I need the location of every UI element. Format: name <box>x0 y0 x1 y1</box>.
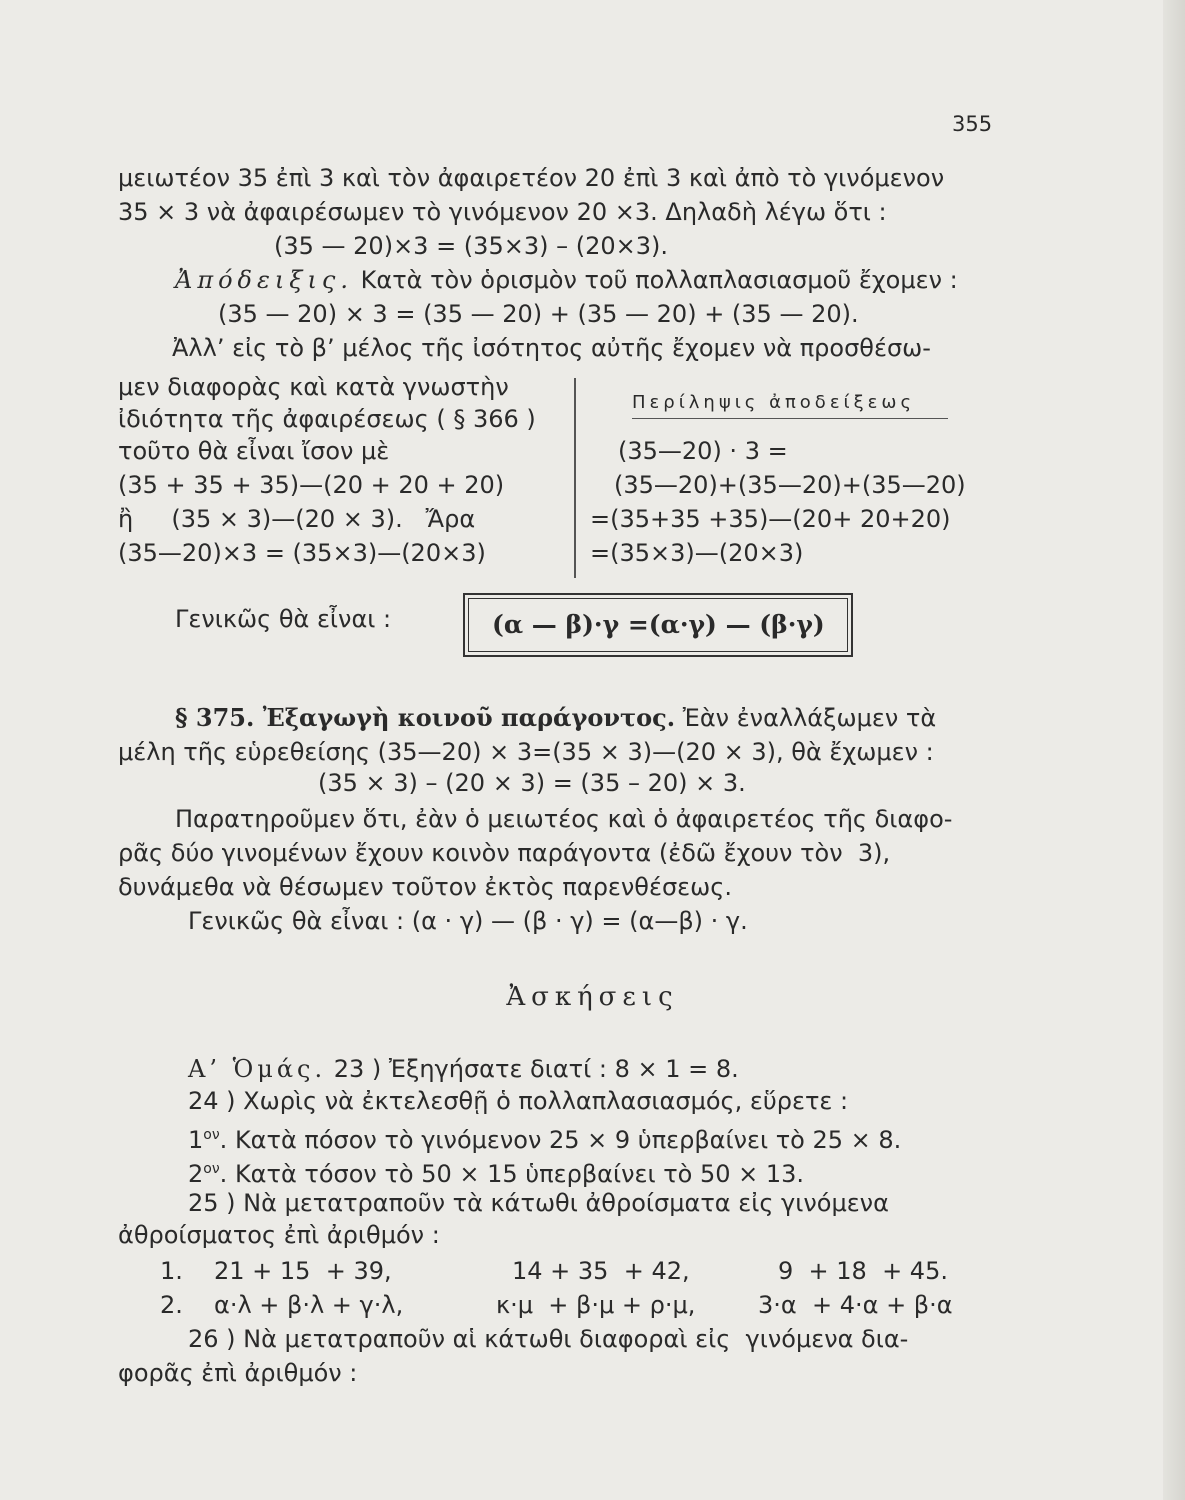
ordinal-suffix: ον <box>203 1161 220 1177</box>
sum-expression: 14 + 35 + 42, <box>512 1257 690 1285</box>
exercise-line <box>188 1054 739 1084</box>
sum-expression: α·λ + β·λ + γ·λ, <box>214 1291 404 1319</box>
left-column-line: (35—20)×3 = (35×3)—(20×3) <box>118 539 486 567</box>
page-number: 355 <box>952 112 993 136</box>
text-line: ρᾶς δύο γινομένων ἔχουν κοινὸν παράγοντα (ἐδῶ ἔχουν τὸν 3), <box>118 839 891 867</box>
right-column-line: =(35×3)—(20×3) <box>590 539 804 567</box>
equation: (35 × 3) – (20 × 3) = (35 – 20) × 3. <box>318 769 746 797</box>
sum-expression: κ·μ + β·μ + ρ·μ, <box>496 1291 696 1319</box>
sum-expression: 21 + 15 + 39, <box>214 1257 392 1285</box>
left-column-line: ἢ (35 × 3)—(20 × 3). Ἄρα <box>118 505 476 533</box>
left-column-line: τοῦτο θὰ εἶναι ἴσον μὲ <box>118 437 390 465</box>
left-column-line: μεν διαφορὰς καὶ κατὰ γνωστὴν <box>118 373 509 401</box>
exercise-line: 25 ) Νὰ μετατραποῦν τὰ κάτωθι ἀθροίσματα εἰς γινόμενα <box>188 1189 889 1217</box>
left-column-line: (35 + 35 + 35)—(20 + 20 + 20) <box>118 471 505 499</box>
section-text: Ἐὰν ἐναλλάξωμεν τὰ <box>682 704 937 732</box>
summary-heading: Περίληψις ἀποδείξεως <box>632 392 916 413</box>
boxed-formula: (α — β)·γ =(α·γ) — (β·γ) <box>492 610 825 639</box>
exercise-line: 24 ) Χωρὶς νὰ ἐκτελεσθῇ ὁ πολλαπλασιασμός, εὕρετε : <box>188 1087 849 1115</box>
equation: (35 — 20)×3 = (35×3) – (20×3). <box>274 232 668 260</box>
exercise-text: Κατὰ πόσον τὸ γινόμενον 25 × 9 ὑπερβαίνει τὸ 25 × 8. <box>234 1126 902 1154</box>
text-line: μέλη τῆς εὑρεθείσης (35—20) × 3=(35 × 3)—(20 × 3), θὰ ἔχωμεν : <box>118 738 934 766</box>
ordinal-suffix: ον <box>203 1127 220 1143</box>
exercise-line: $1^{o\nu}$. Κατὰ πόσον τὸ γινόμενον 25 × 9 ὑπερβαίνει τὸ 25 × 8. <box>188 1126 902 1154</box>
general-label: Γενικῶς θὰ εἶναι : <box>175 605 392 633</box>
item-number: 1. <box>160 1257 183 1285</box>
exercises-title: Ἀσκήσεις <box>506 982 679 1012</box>
ordinal-1: 1 <box>188 1126 204 1154</box>
exercise-line: $2^{o\nu}$. Κατὰ τόσον τὸ 50 × 15 ὑπερβαίνει τὸ 50 × 13. <box>188 1160 805 1188</box>
text-line: μειωτέον 35 ἐπὶ 3 καὶ τὸν ἀφαιρετέον 20 ἐπὶ 3 καὶ ἀπὸ τὸ γινόμενον <box>118 164 945 192</box>
right-column-line: (35—20) · 3 = <box>618 437 788 465</box>
page-edge <box>1163 0 1185 1500</box>
exercise-text: 23 ) Ἐξηγήσατε διατί : 8 × 1 = 8. <box>333 1055 739 1083</box>
left-column-line: ἰδιότητα τῆς ἀφαιρέσεως ( § 366 ) <box>118 405 536 433</box>
text-line: 35 × 3 νὰ ἀφαιρέσωμεν τὸ γινόμενον 20 ×3. Δηλαδὴ λέγω ὅτι : <box>118 198 887 226</box>
text-line: δυνάμεθα νὰ θέσωμεν τοῦτον ἐκτὸς παρενθέσεως. <box>118 873 732 901</box>
exercise-text: Κατὰ τόσον τὸ 50 × 15 ὑπερβαίνει τὸ 50 × 13. <box>234 1160 805 1188</box>
sum-expression: 3·α + 4·α + β·α <box>758 1291 953 1319</box>
exercise-line: ἀθροίσματος ἐπὶ ἀριθμόν : <box>118 1221 440 1249</box>
exercise-line: φορᾶς ἐπὶ ἀριθμόν : <box>118 1359 358 1387</box>
proof-heading: Ἀπόδειξις. <box>175 266 353 294</box>
ordinal-2: 2 <box>188 1160 204 1188</box>
sum-expression: 9 + 18 + 45. <box>778 1257 948 1285</box>
summary-underline <box>632 418 948 419</box>
text-line: Ἀλλ’ εἰς τὸ β’ μέλος τῆς ἰσότητος αὐτῆς ἔχομεν νὰ προσθέσω- <box>172 334 931 362</box>
proof-label <box>175 265 958 295</box>
proof-text: Κατὰ τὸν ὁρισμὸν τοῦ πολλαπλασιασμοῦ ἔχομεν : <box>360 266 958 294</box>
item-number: 2. <box>160 1291 183 1319</box>
section-heading: § 375. Ἐξαγωγὴ κοινοῦ παράγοντος. <box>175 703 676 732</box>
text-line: Γενικῶς θὰ εἶναι : (α · γ) — (β · γ) = (α—β) · γ. <box>188 907 748 935</box>
equation: (35 — 20) × 3 = (35 — 20) + (35 — 20) + (35 — 20). <box>218 300 859 328</box>
right-column-line: (35—20)+(35—20)+(35—20) <box>614 471 966 499</box>
group-label: Α’ Ὁμάς. <box>188 1055 327 1083</box>
text-line: Παρατηροῦμεν ὅτι, ἐὰν ὁ μειωτέος καὶ ὁ ἀφαιρετέος τῆς διαφο- <box>175 805 953 833</box>
section-first-line <box>175 703 936 733</box>
right-column-line: =(35+35 +35)—(20+ 20+20) <box>590 505 951 533</box>
column-divider <box>574 378 576 578</box>
exercise-line: 26 ) Νὰ μετατραποῦν αἱ κάτωθι διαφοραὶ εἰς γινόμενα δια- <box>188 1325 909 1353</box>
